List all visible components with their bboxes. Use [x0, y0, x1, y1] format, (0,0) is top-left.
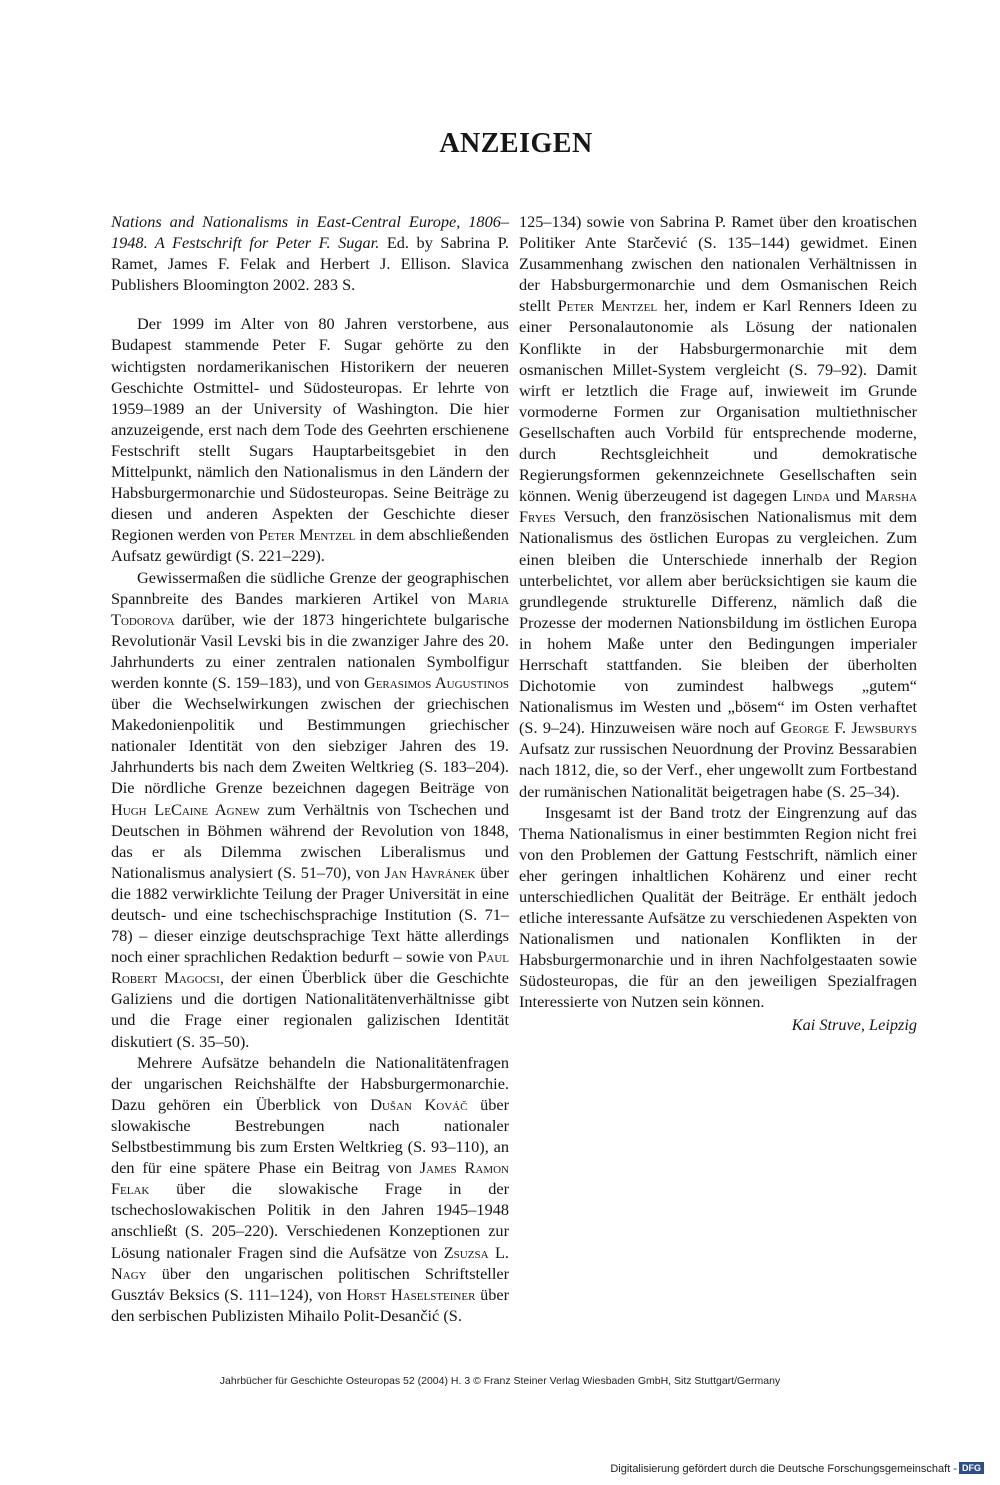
person-name: Dušan Kováč [370, 1094, 468, 1114]
paragraph-continued [519, 211, 917, 802]
text-run: über die 1882 verwirklichte Teilung der Prager Universität in eine deutsch- und eine tschechischsprachige Institution (S. 71–78) – dieser einzige deutschsprachige Text hätte allerdings noch einer sprachlichen Redaktion bedurft – sowie von [111, 862, 509, 967]
person-name: Hugh LeCaine Agnew [111, 799, 260, 819]
person-name: Gerasimos Augustinos [363, 672, 510, 692]
text-run: über den ungarischen politischen Schriftsteller Gusztáv Beksics (S. 111–124), von [111, 1263, 509, 1304]
text-run: Der 1999 im Alter von 80 Jahren verstorbene, aus Budapest stammende Peter F. Sugar gehörte zu den wichtigsten nordamerikanischen Historikern der neueren Geschichte Ostmittel- und Südosteuropas. Er lehrte von 1959–1989 an der University of Washington. Die hier anzuzeigende, erst nach dem Tode des Geehrten erschienene Festschrift stellt Sugars Hauptarbeitsgebiet in den Mittelpunkt, nämlich den Nationalismus in den Ländern der Habsburgermonarchie und Südosteuropas. Seine Beiträge zu diesen und anderen Aspekten der Geschichte dieser Regionen werden von [111, 314, 509, 545]
text-run: über die slowakische Frage in der tschechoslowakischen Politik in den Jahren 1945–1948 anschließt (S. 205–220). Verschiedenen Konzeptionen zur Lösung nationaler Fragen sind die Aufsätze von [111, 1179, 509, 1262]
text-run: Insgesamt ist der Band trotz der Eingrenzung auf das Thema Nationalismus in einer bestimmten Region nicht frei von den Problemen der Gattung Festschrift, nämlich einer eher geringen inhaltlichen Kohärenz und einer recht unterschiedlichen Qualität der Beiträge. Er enthält jedoch etliche interessante Aufsätze zu verschiedenen Aspekten von Nationalismen und nationalen Konflikten in der Habsburgermonarchie und in ihren Nachfolgestaaten sowie Südosteuropas, die für an den jeweiligen Spezialfragen Interessierte von Nutzen sein können. [519, 802, 917, 1012]
citation-title: Nations and Nationalisms in East-Central Europe, 1806–1948. A Festschrift for Peter F. Sugar. [111, 212, 509, 253]
page-title: ANZEIGEN [439, 128, 593, 159]
text-run: zum Verhältnis von Tschechen und Deutschen in Böhmen während der Revolution von 1848, das er als Dilemma zwischen Liberalismus und Nationalismus analysiert (S. 51–70), von [111, 799, 510, 882]
paragraph [111, 1052, 509, 1326]
left-column [111, 211, 509, 1326]
review-citation [111, 211, 509, 295]
paragraph [111, 313, 509, 566]
digitization-note [610, 1462, 984, 1475]
person-name: George F. Jewsburys [780, 718, 917, 738]
text-run: darüber, wie der 1873 hingerichtete bulgarische Revolutionär Vasil Levski bis in die zwanziger Jahre des 20. Jahrhunderts zu einer zentralen nationalen Symbolfigur werden konnte (S. 159–183), und von [111, 609, 509, 692]
person-name: Linda [792, 486, 831, 506]
person-name: Zsuzsa L. Nagy [111, 1242, 509, 1283]
person-name: Paul Robert Magocsi [111, 947, 509, 988]
person-name: James Ramon Felak [111, 1158, 509, 1199]
person-name: Peter Mentzel [258, 525, 356, 545]
text-run: Aufsatz zur russischen Neuordnung der Provinz Bessarabien nach 1812, die, so der Verf., eher ungewollt zum Fortbestand der rumänischen Nationalität beigetragen habe (S. 25–34). [519, 739, 917, 801]
person-name: Horst Haselsteiner [346, 1284, 476, 1304]
text-run: und [830, 486, 866, 506]
text-run: über slowakische Bestrebungen nach nationaler Selbstbestimmung bis zum Ersten Weltkrieg (S. 93–110), an den für eine spätere Phase ein Beitrag von [111, 1094, 509, 1178]
text-run: in dem abschließenden Aufsatz gewürdigt (S. 221–229). [111, 525, 510, 566]
person-name: Peter Mentzel [557, 296, 658, 316]
right-column [519, 211, 917, 1035]
person-name: Jan Havránek [384, 862, 476, 882]
text-run: über den serbischen Publizisten Mihailo Polit-Desančić (S. [111, 1284, 510, 1325]
journal-footer: Jahrbücher für Geschichte Osteuropas 52 (2004) H. 3 © Franz Steiner Verlag Wiesbaden GmbH, Sitz Stuttgart/Germany [219, 1375, 781, 1387]
text-run: , der einen Überblick über die Geschichte Galiziens und die dortigen Nationalitätenverhältnisse gibt und die Frage einer regionalen galizischen Identität diskutiert (S. 35–50). [111, 968, 509, 1051]
text-run: Versuch, den französischen Nationalismus mit dem Nationalismus des östlichen Europas zu vergleichen. Zum einen bleiben die Unterschiede innerhalb der Region unterbelichtet, vor allem aber berücksichtigen sie kaum die grundlegende strukturelle Differenz, nämlich daß die Prozesse der modernen Nationsbildung im östlichen Europa in hohem Maße unter den Bedingungen imperialer Herrschaft stattfanden. Sie bleiben der überholten Dichotomie von zumindest halbwegs „gutem“ Nationalismus im Westen und „bösem“ im Osten verhaftet (S. 9–24). Hinzuweisen wäre noch auf [519, 507, 917, 738]
text-run: Mehrere Aufsätze behandeln die Nationalitätenfragen der ungarischen Reichshälfte der Habsburgermonarchie. Dazu gehören ein Überblick von [111, 1052, 509, 1114]
paragraph [111, 567, 509, 1052]
paragraph [519, 802, 917, 1013]
dfg-logo-icon: DFG [959, 1462, 984, 1474]
digitization-text: Digitalisierung gefördert durch die Deutsche Forschungsgemeinschaft - [610, 1463, 957, 1475]
review-signature: Kai Struve, Leipzig [791, 1014, 917, 1034]
text-run: über die Wechselwirkungen zwischen der griechischen Makedonienpolitik und Bestimmungen griechischer nationaler Identität von den siebziger Jahren des 19. Jahrhunderts bis nach dem Zweiten Weltkrieg (S. 183–204). Die nördliche Grenze bezeichnen dagegen Beiträge von [111, 694, 509, 798]
citation-details: Ed. by Sabrina P. Ramet, James F. Felak and Herbert J. Ellison. Slavica Publishers Bloomington 2002. 283 S. [111, 233, 510, 295]
text-run: her, indem er Karl Renners Ideen zu einer Personalautonomie als Lösung der nationalen Konflikte in der Habsburgermonarchie mit dem osmanischen Millet-System vergleicht (S. 79–92). Damit wirft er letztlich die Frage auf, inwieweit im Grunde vormoderne Formen zur Organisation multiethnischer Gesellschaften auch Vorbild für entsprechende moderne, durch Rechtsgleichheit und demokratische Regierungsformen gekennzeichnete Gesellschaften sein können. Wenig überzeugend ist dagegen [519, 296, 917, 506]
person-name: Marsha Fryes [519, 486, 918, 527]
text-run: Gewissermaßen die südliche Grenze der geographischen Spannbreite des Bandes markieren Artikel von [111, 567, 509, 608]
text-run: 125–134) sowie von Sabrina P. Ramet über den kroatischen Politiker Ante Starčević (S. 135–144) gewidmet. Einen Zusammenhang zwischen den nationalen Verhältnissen in der Habsburgermonarchie und dem Osmanischen Reich stellt [519, 212, 917, 316]
person-name: Maria Todorova [111, 588, 509, 629]
